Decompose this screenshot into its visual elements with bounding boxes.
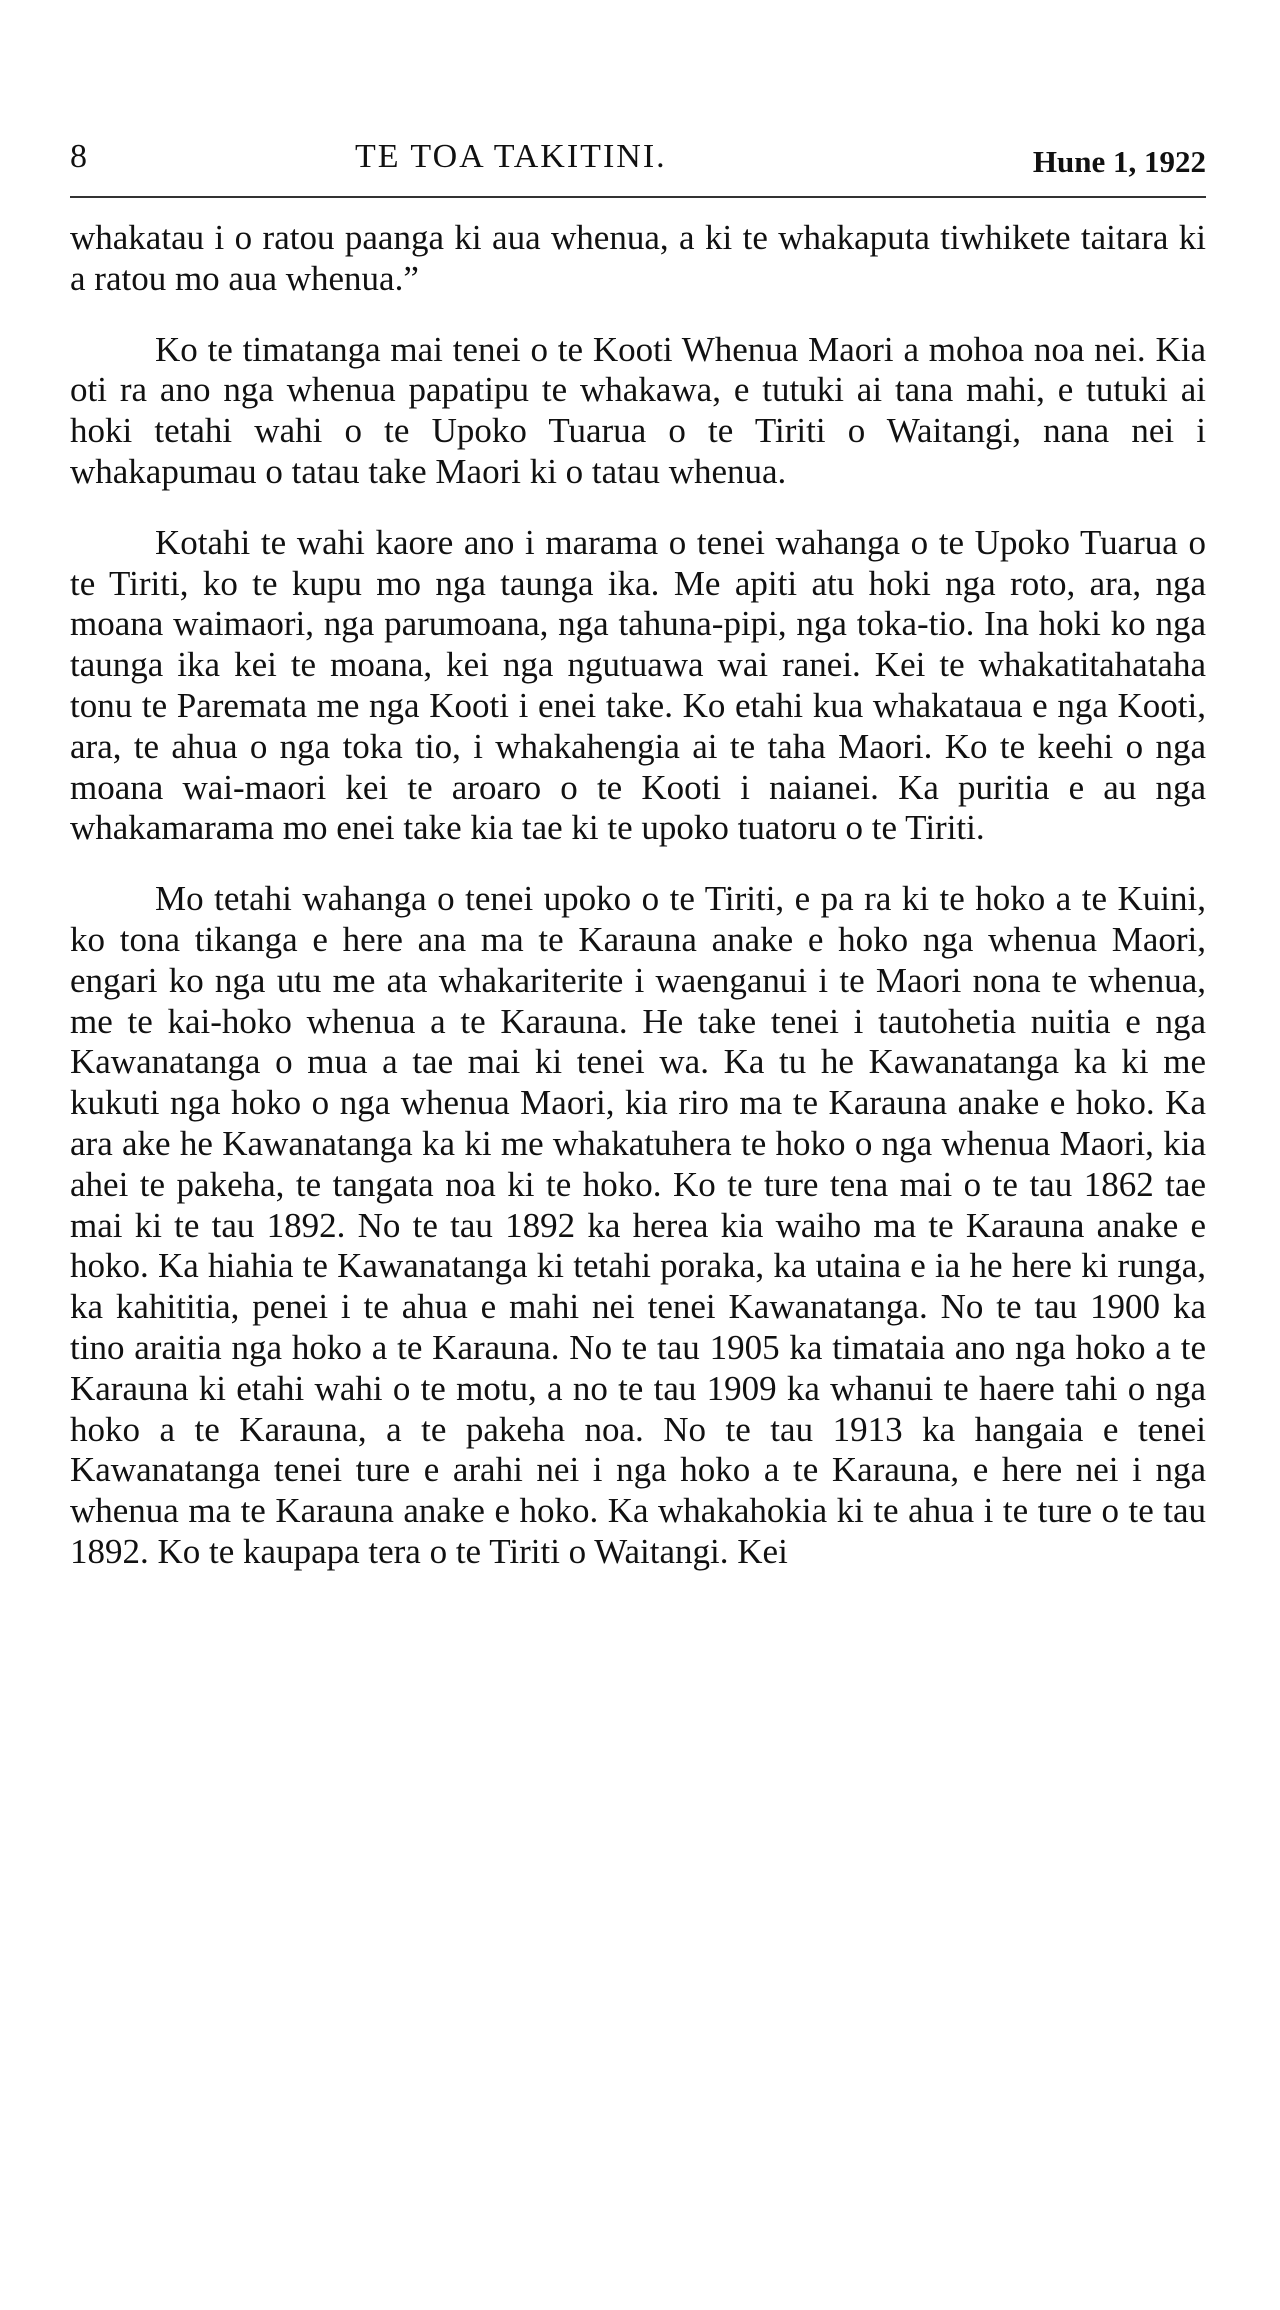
page-header bbox=[70, 138, 1206, 190]
paragraph: Mo tetahi wahanga o tenei upoko o te Tiriti, e pa ra ki te hoko a te Kuini, ko tona tikanga e here ana ma te Karauna anake e hoko nga whenua Maori, engari ko nga utu me ata whakariterite i waenganui i te Maori nona te whenua, me te kai-hoko whenua a te Karauna. He take tenei i tautohetia nuitia e nga Kawanatanga o mua a tae mai ki tenei wa. Ka tu he Kawanatanga ka ki me kukuti nga hoko o nga whenua Maori, kia riro ma te Karauna anake e hoko. Ka ara ake he Kawanatanga ka ki me whakatuhera te hoko o nga whenua Maori, kia ahei te pakeha, te tangata noa ki te hoko. Ko te ture tena mai o te tau 1862 tae mai ki te tau 1892. No te tau 1892 ka herea kia waiho ma te Karauna anake e hoko. Ka hiahia te Kawanatanga ki tetahi poraka, ka utaina e ia he here ki runga, ka kahititia, penei i te ahua e mahi nei tenei Kawanatanga. No te tau 1900 ka tino araitia nga hoko a te Karauna. No te tau 1905 ka timataia ano nga hoko a te Karauna ki etahi wahi o te motu, a no te tau 1909 ka whanui te haere tahi o nga hoko a te Karauna, a te pakeha noa. No te tau 1913 ka hangaia e tenei Kawanatanga tenei ture e arahi nei i nga hoko a te Karauna, e here nei i nga whenua ma te Karauna anake e hoko. Ka whakahokia ki te ahua i te ture o te tau 1892. Ko te kaupapa tera o te Tiriti o Waitangi. Kei bbox=[70, 879, 1206, 1571]
page bbox=[70, 0, 1206, 2310]
header-rule bbox=[70, 196, 1206, 198]
issue-date: Hune 1, 1922 bbox=[1032, 144, 1206, 179]
body-text bbox=[70, 218, 1206, 1603]
paragraph: Ko te timatanga mai tenei o te Kooti Whenua Maori a mohoa noa nei. Kia oti ra ano nga whenua papatipu te whakawa, e tutuki ai tana mahi, e tutuki ai hoki tetahi wahi o te Upoko Tuarua o te Tiriti o Waitangi, nana nei i whakapumau o tatau take Maori ki o tatau whenua. bbox=[70, 329, 1206, 491]
paragraph: whakatau i o ratou paanga ki aua whenua, a ki te whakaputa tiwhikete taitara ki a ratou mo aua whenua.” bbox=[70, 218, 1206, 298]
running-title: TE TOA TAKITINI. bbox=[355, 138, 667, 175]
paragraph: Kotahi te wahi kaore ano i marama o tenei wahanga o te Upoko Tuarua o te Tiriti, ko te kupu mo nga taunga ika. Me apiti atu hoki nga roto, ara, nga moana waimaori, nga parumoana, nga tahuna-pipi, nga toka-tio. Ina hoki ko nga taunga ika kei te moana, kei nga ngutuawa wai ranei. Kei te whakatitahataha tonu te Paremata me nga Kooti i enei take. Ko etahi kua whakataua e nga Kooti, ara, te ahua o nga toka tio, i whakahengia ai te taha Maori. Ko te keehi o nga moana wai-maori kei te aroaro o te Kooti i naianei. Ka puritia e au nga whakamarama mo enei take kia tae ki te upoko tuatoru o te Tiriti. bbox=[70, 522, 1206, 848]
page-number: 8 bbox=[70, 138, 87, 175]
